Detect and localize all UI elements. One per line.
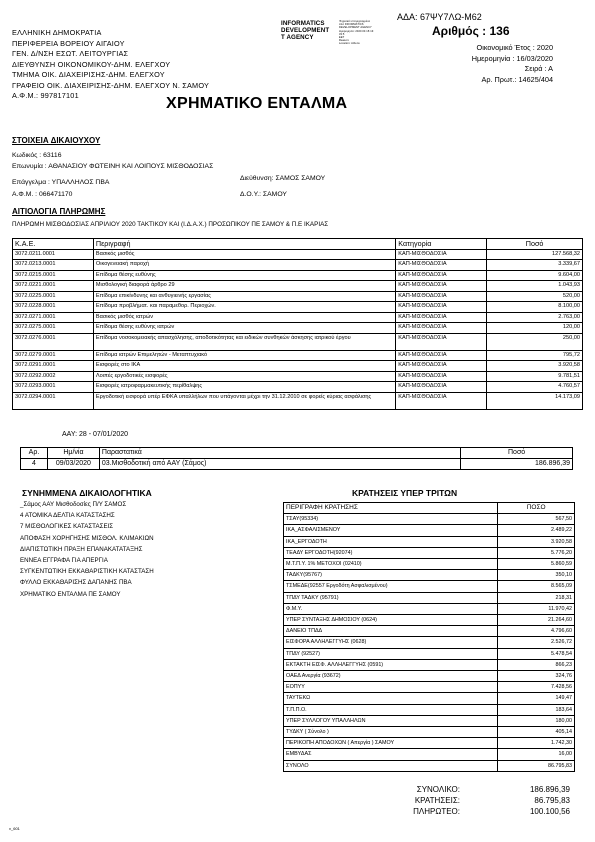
- total-row: [380, 806, 570, 817]
- withholding-description: ΕΚΤΑΚΤΗ ΕΙΣΦ. ΑΛΛΗΛΕΓΓΥΗΣ (0591): [284, 659, 498, 670]
- withholding-amount: 866,23: [498, 659, 575, 670]
- attached-item: 4 ΑΤΟΜΙΚΑ ΔΕΛΤΙΑ ΚΑΤΑΣΤΑΣΗΣ: [20, 512, 115, 520]
- expense-description: Επίδομα νοσοκομειακής απασχόλησης, αποδοτικότητας και ειδικών συνθηκών άσκησης ιατρικού έργου: [93, 333, 395, 350]
- withholding-amount: 3.920,58: [498, 536, 575, 547]
- total-value: 86.795,83: [534, 796, 570, 805]
- expense-category: ΚΑΠ-ΜΙΣΘΟΔΟΣΙΑ: [396, 361, 487, 372]
- withholding-amount: 405,14: [498, 727, 575, 738]
- expense-amount: 4.760,57: [487, 382, 583, 393]
- org-line: ΠΕΡΙΦΕΡΕΙΑ ΒΟΡΕΙΟΥ ΑΙΓΑΙΟΥ: [12, 38, 125, 48]
- withholding-description: ΣΥΝΟΛΟ: [284, 760, 498, 771]
- signature-detail-line: 33:5: [339, 32, 345, 36]
- expense-amount: 2.763,00: [487, 312, 583, 323]
- expenses-header-category: Κατηγορία: [396, 239, 487, 250]
- withholding-amount: 7.428,56: [498, 682, 575, 693]
- expense-category: ΚΑΠ-ΜΙΣΘΟΔΟΣΙΑ: [396, 312, 487, 323]
- total-row: [380, 795, 570, 806]
- beneficiary-address: Διεύθυνση: ΣΑΜΟΣ ΣΑΜΟΥ: [240, 175, 326, 182]
- entalma-number: Αριθμός : 136: [432, 24, 510, 38]
- withholdings-title: ΚΡΑΤΗΣΕΙΣ ΥΠΕΡ ΤΡΙΤΩΝ: [352, 488, 458, 498]
- table-row: [13, 249, 583, 260]
- table-row: [284, 615, 575, 626]
- withholding-description: ΤΣΜΕΔΕ(92557 Εργοδότη Ασφαλισμένου): [284, 581, 498, 592]
- withholding-description: ΙΚΑ_ΑΣΦΑΛΙΣΜΕΝΟΥ: [284, 525, 498, 536]
- total-value: 186.896,39: [529, 785, 570, 794]
- attached-item: ΧΡΗΜΑΤΙΚΟ ΕΝΤΑΛΜΑ ΠΕ ΣΑΜΟΥ: [20, 590, 121, 598]
- withholding-amount: 180,00: [498, 715, 575, 726]
- table-row: [284, 626, 575, 637]
- table-row: [284, 559, 575, 570]
- withholding-amount: 5.478,54: [498, 648, 575, 659]
- org-header: [12, 28, 209, 102]
- expense-description: Οικογενειακή παροχή: [93, 260, 395, 271]
- table-row: [284, 536, 575, 547]
- withholding-amount: 1.742,30: [498, 738, 575, 749]
- attached-item: ΕΝΝΕΑ ΕΓΓΡΑΦΑ ΓΙΑ ΑΠΕΡΓΙΑ: [20, 557, 108, 565]
- expense-amount: 795,72: [487, 350, 583, 361]
- expense-category: ΚΑΠ-ΜΙΣΘΟΔΟΣΙΑ: [396, 382, 487, 393]
- withholding-description: ΤΠΔΥ ΤΑΔΚΥ (95791): [284, 592, 498, 603]
- signature-detail-line: EET: [339, 36, 345, 40]
- withholding-amount: 8.565,09: [498, 581, 575, 592]
- documents-header-documents: Παραστατικά: [99, 448, 460, 459]
- expense-category: ΚΑΠ-ΜΙΣΘΟΔΟΣΙΑ: [396, 249, 487, 260]
- withholding-description: ΕΙΣΦΟΡΑ ΑΛΛΗΛΕΓΓΥΗΣ (0628): [284, 637, 498, 648]
- attached-item: ΔΙΑΠΙΣΤΩΤΙΚΗ ΠΡΑΞΗ ΕΠΑΝΑΚΑΤΑΤΑΞΗΣ: [20, 545, 143, 553]
- table-row: [284, 704, 575, 715]
- info-line: Σειρά : Α: [524, 64, 553, 73]
- expenses-table: [12, 238, 583, 410]
- withholding-amount: 16,00: [498, 749, 575, 760]
- expense-amount: 127.568,32: [487, 249, 583, 260]
- expense-category: ΚΑΠ-ΜΙΣΘΟΔΟΣΙΑ: [396, 371, 487, 382]
- table-row: [284, 671, 575, 682]
- table-row: [13, 392, 583, 409]
- table-row: [13, 382, 583, 393]
- logo-line: INFORMATICS: [281, 20, 325, 27]
- beneficiary-code: Κωδικός : 63116: [12, 152, 62, 159]
- signature-detail-line: από INFORMATICS: [339, 23, 364, 27]
- expense-kae: 3072.0215.0001: [13, 270, 94, 281]
- attached-item: 7 ΜΙΣΘΟΛΟΓΙΚΕΣ ΚΑΤΑΣΤΑΣΕΙΣ: [20, 523, 114, 531]
- withholding-amount: 218,31: [498, 592, 575, 603]
- attached-item: ΣΥΓΚΕΝΤΩΤΙΚΗ ΕΚΚΑΘΑΡΙΣΤΙΚΗ ΚΑΤΑΣΤΑΣΗ: [20, 568, 154, 576]
- document-number: 4: [21, 459, 48, 470]
- expense-amount: 250,00: [487, 333, 583, 350]
- expense-description: Βασικός μισθός: [93, 249, 395, 260]
- expense-kae: 3072.0293.0001: [13, 382, 94, 393]
- withholding-amount: 149,47: [498, 693, 575, 704]
- table-row: [284, 760, 575, 771]
- expense-kae: 3072.0225.0001: [13, 291, 94, 302]
- signature-detail-line: DEVELOPMENT AGENCY: [339, 26, 372, 30]
- total-value: 100.100,56: [529, 807, 570, 816]
- ada-code: ΑΔΑ: 67ΨΥ7ΛΩ-Μ62: [397, 12, 482, 22]
- table-row: [284, 603, 575, 614]
- footer-code: v_601: [9, 826, 20, 831]
- withholding-description: ΥΠΕΡ ΣΥΛΛΟΓΟΥ ΥΠΑΛΛΗΛΩΝ: [284, 715, 498, 726]
- withholding-amount: 5.860,59: [498, 559, 575, 570]
- org-line: ΤΜΗΜΑ ΟΙΚ. ΔΙΑΧΕΙΡΙΣΗΣ-ΔΗΜ. ΕΛΕΓΧΟΥ: [12, 70, 165, 79]
- expense-kae: 3072.0294.0001: [13, 392, 94, 409]
- withholding-description: ΤΑΥΤΕΚΩ: [284, 693, 498, 704]
- signature-details: [339, 20, 374, 46]
- org-line: ΔΙΕΥΘΥΝΣΗ ΟΙΚΟΝΟΜΙΚΟΥ-ΔΗΜ. ΕΛΕΓΧΟΥ: [12, 59, 171, 69]
- beneficiary-afm: Α.Φ.Μ. : 066471170: [12, 191, 73, 198]
- expense-description: Επίδομα θέσης ευθύνης ιατρών: [93, 323, 395, 334]
- signature-logo: [281, 20, 329, 41]
- expense-amount: 120,00: [487, 323, 583, 334]
- table-row: [284, 637, 575, 648]
- attached-item: ΦΥΛΛΟ ΕΚΚΑΘΑΡΙΣΗΣ ΔΑΠΑΝΗΣ ΠΒΑ: [20, 579, 132, 587]
- expense-category: ΚΑΠ-ΜΙΣΘΟΔΟΣΙΑ: [396, 392, 487, 409]
- expense-kae: 3072.0211.0001: [13, 249, 94, 260]
- expense-kae: 3072.0292.0002: [13, 371, 94, 382]
- table-row: [284, 659, 575, 670]
- expense-kae: 3072.0291.0001: [13, 361, 94, 372]
- withholding-description: ΕΟΠΥΥ: [284, 682, 498, 693]
- table-row: [13, 302, 583, 313]
- expense-description: Λοιπές εργοδοτικές εισφορές: [93, 371, 395, 382]
- withholding-description: ΤΑΔΚΥ(95767): [284, 570, 498, 581]
- expense-kae: 3072.0228.0001: [13, 302, 94, 313]
- table-row: [13, 333, 583, 350]
- document-description: 03.Μισθοδοτική από ΑΑΥ (Σάμος): [99, 459, 460, 470]
- logo-line: DEVELOPMENT: [281, 27, 330, 34]
- org-line: ΓΡΑΦΕΙΟ ΟΙΚ. ΔΙΑΧΕΙΡΙΣΗΣ-ΔΗΜ. ΕΛΕΓΧΟΥ Ν. ΣΑΜΟΥ: [12, 80, 210, 90]
- withholding-description: ΠΕΡΙΚΟΠΗ ΑΠΟΔΟΧΩΝ ( Απεργία ) ΣΑΜΟΥ: [284, 738, 498, 749]
- document-info: [472, 43, 553, 85]
- withholding-description: ΤΥΔΚΥ ( Σύνολο ): [284, 727, 498, 738]
- beneficiary-name: Επωνυμία : ΑΘΑΝΑΣΙΟΥ ΦΩΤΕΙΝΗ ΚΑΙ ΛΟΙΠΟΥΣ ΜΙΣΘΟΔΟΣΙΑΣ: [12, 163, 214, 170]
- expenses-header-description: Περιγραφή: [93, 239, 395, 250]
- withholding-amount: 11.970,42: [498, 603, 575, 614]
- table-row: [284, 570, 575, 581]
- withholding-amount: 21.264,60: [498, 615, 575, 626]
- table-row: [284, 715, 575, 726]
- signature-detail-line: Reason:: [339, 39, 350, 43]
- expense-category: ΚΑΠ-ΜΙΣΘΟΔΟΣΙΑ: [396, 291, 487, 302]
- table-row: [21, 459, 573, 470]
- table-row: [284, 581, 575, 592]
- withholding-description: ΤΣΑΥ(95334): [284, 514, 498, 525]
- withholding-description: Μ.Τ.Π.Υ. 1% ΜΕΤΟΧΟΙ (02410): [284, 559, 498, 570]
- withholding-amount: 567,50: [498, 514, 575, 525]
- expense-amount: 520,00: [487, 291, 583, 302]
- withholding-amount: 2.489,22: [498, 525, 575, 536]
- table-row: [13, 260, 583, 271]
- document-amount: 186.896,39: [461, 459, 573, 470]
- table-row: [13, 323, 583, 334]
- expense-description: Εισφορές στο ΙΚΑ: [93, 361, 395, 372]
- withholding-description: Φ.Μ.Υ.: [284, 603, 498, 614]
- withholding-description: ΤΠΔΥ (92527): [284, 648, 498, 659]
- expense-kae: 3072.0213.0001: [13, 260, 94, 271]
- table-row: [284, 727, 575, 738]
- withholding-amount: 350,10: [498, 570, 575, 581]
- aay-label: ΑΑΥ: 28 - 07/01/2020: [62, 431, 129, 438]
- table-row: [284, 592, 575, 603]
- expense-description: Εισφορές ιατροφαρμακευτικής περίθαλψης: [93, 382, 395, 393]
- page-title: ΧΡΗΜΑΤΙΚΟ ΕΝΤΑΛΜΑ: [166, 95, 348, 112]
- documents-header-amount: Ποσό: [461, 448, 573, 459]
- table-row: [13, 291, 583, 302]
- expense-category: ΚΑΠ-ΜΙΣΘΟΔΟΣΙΑ: [396, 333, 487, 350]
- withholding-amount: 183,64: [498, 704, 575, 715]
- table-row: [13, 312, 583, 323]
- withholding-description: Τ.Π.Π.Ο.: [284, 704, 498, 715]
- expense-kae: 3072.0221.0001: [13, 281, 94, 292]
- justification-section-title: ΑΙΤΙΟΛΟΓΙΑ ΠΛΗΡΩΜΗΣ: [12, 207, 106, 216]
- expense-description: Επίδομα ιατρών Επιμελητών - Μεταπτυχιακό: [93, 350, 395, 361]
- totals-block: [380, 784, 570, 817]
- total-label: ΠΛΗΡΩΤΕΟ:: [413, 807, 460, 816]
- total-label: ΣΥΝΟΛΙΚΟ:: [416, 785, 460, 794]
- table-row: [284, 749, 575, 760]
- table-row: [284, 682, 575, 693]
- expense-description: Επίδομα προβλήματ. και παραμεθορ. Περιοχών.: [93, 302, 395, 313]
- withholding-amount: 2.526,72: [498, 637, 575, 648]
- table-row: [284, 693, 575, 704]
- attached-list: [20, 499, 154, 600]
- table-row: [284, 514, 575, 525]
- attached-title: ΣΥΝΗΜΜΕΝΑ ΔΙΚΑΙΟΛΟΓΗΤΙΚΑ: [22, 488, 152, 498]
- info-line: Ημερομηνία : 16/03/2020: [471, 53, 553, 63]
- expense-kae: 3072.0276.0001: [13, 333, 94, 350]
- expense-description: Βασικός μισθός ιατρών: [93, 312, 395, 323]
- table-row: [13, 281, 583, 292]
- table-row: [13, 361, 583, 372]
- withholdings-table: [283, 502, 575, 772]
- justification-text: ΠΛΗΡΩΜΗ ΜΙΣΘΟΔΟΣΙΑΣ ΑΠΡΙΛΙΟΥ 2020 ΤΑΚΤΙΚΟΥ ΚΑΙ (Ι.Δ.Α.Χ.) ΠΡΟΣΩΠΙΚΟΥ ΠΕ ΣΑΜΟΥ & Π.Ε ΙΚΑΡΙΑΣ: [12, 221, 329, 228]
- beneficiary-doy: Δ.Ο.Υ.: ΣΑΜΟΥ: [240, 191, 287, 198]
- withholdings-header-amount: ΠΟΣΟ: [498, 503, 575, 514]
- table-row: [13, 371, 583, 382]
- withholding-description: ΔΑΝΕΙΟ ΤΠΔΔ: [284, 626, 498, 637]
- expense-description: Επίδομα επικίνδυνης και ανθυγιεινής εργασίας: [93, 291, 395, 302]
- org-line: Α.Φ.Μ.: 997817101: [12, 91, 79, 100]
- expense-amount: 3.339,67: [487, 260, 583, 271]
- withholding-amount: 86.795,83: [498, 760, 575, 771]
- withholding-amount: 4.796,60: [498, 626, 575, 637]
- withholdings-header-description: ΠΕΡΙΓΡΑΦΗ ΚΡΑΤΗΣΗΣ: [284, 503, 498, 514]
- expense-amount: 3.920,58: [487, 361, 583, 372]
- expense-category: ΚΑΠ-ΜΙΣΘΟΔΟΣΙΑ: [396, 302, 487, 313]
- withholding-description: ΙΚΑ_ΕΡΓΟΔΟΤΗ: [284, 536, 498, 547]
- expense-amount: 8.100,00: [487, 302, 583, 313]
- expense-description: Εργοδοτική εισφορά υπέρ ΕΦΚΑ υπαλλήλων που υπάγονται μέχρι την 31.12.2010 σε φορείς κύριας ασφάλισης: [93, 392, 395, 409]
- withholding-description: ΤΕΑΔΥ ΕΡΓΟΔΟΤΗ(92074): [284, 547, 498, 558]
- document-date: 09/03/2020: [47, 459, 99, 470]
- table-row: [284, 738, 575, 749]
- table-row: [284, 547, 575, 558]
- expense-kae: 3072.0279.0001: [13, 350, 94, 361]
- withholding-description: ΥΠΕΡ ΣΥΝΤΑΞΗΣ ΔΗΜΟΣΙΟΥ (0624): [284, 615, 498, 626]
- expense-amount: 9.781,51: [487, 371, 583, 382]
- expense-kae: 3072.0275.0001: [13, 323, 94, 334]
- attached-item: _Σάμος ΑΑΥ Μισθοδοσίες Π/Υ ΣΑΜΟΣ: [20, 501, 127, 508]
- org-line: ΓΕΝ. Δ/ΝΣΗ ΕΣΩΤ. ΛΕΙΤΟΥΡΓΙΑΣ: [12, 49, 129, 58]
- signature-detail-line: Location: Athens: [339, 42, 360, 46]
- table-row: [284, 648, 575, 659]
- withholding-description: ΟΑΕΔ Ανεργία (93672): [284, 671, 498, 682]
- total-row: [380, 784, 570, 795]
- expense-category: ΚΑΠ-ΜΙΣΘΟΔΟΣΙΑ: [396, 260, 487, 271]
- expense-description: Επίδομα θέσης ευθύνης: [93, 270, 395, 281]
- documents-header-date: Ημ/νία: [47, 448, 99, 459]
- table-row: [13, 270, 583, 281]
- expense-kae: 3072.0271.0001: [13, 312, 94, 323]
- logo-line: T AGENCY: [281, 34, 314, 41]
- expense-amount: 1.043,93: [487, 281, 583, 292]
- signature-detail-line: Ημερομηνία: 2020.03.18 13:: [339, 29, 375, 33]
- expense-amount: 9.604,00: [487, 270, 583, 281]
- withholding-description: ΕΜΒΥΔΑΣ: [284, 749, 498, 760]
- beneficiary-section-title: ΣΤΟΙΧΕΙΑ ΔΙΚΑΙΟΥΧΟΥ: [12, 136, 101, 145]
- expense-category: ΚΑΠ-ΜΙΣΘΟΔΟΣΙΑ: [396, 323, 487, 334]
- expense-description: Μισθολογική διαφορά άρθρο 29: [93, 281, 395, 292]
- expense-category: ΚΑΠ-ΜΙΣΘΟΔΟΣΙΑ: [396, 281, 487, 292]
- beneficiary-profession: Επάγγελμα : ΥΠΑΛΛΗΛΟΣ ΠΒΑ: [12, 179, 110, 186]
- documents-header-number: Αρ.: [21, 448, 48, 459]
- signature-detail-line: Ψηφιακά υπογεγραμμένο: [339, 20, 371, 23]
- table-row: [284, 525, 575, 536]
- withholding-amount: 5.776,20: [498, 547, 575, 558]
- org-line: ΕΛΛΗΝΙΚΗ ΔΗΜΟΚΡΑΤΙΑ: [12, 28, 102, 37]
- expense-amount: 14.173,09: [487, 392, 583, 409]
- total-label: ΚΡΑΤΗΣΕΙΣ:: [414, 796, 460, 805]
- expense-category: ΚΑΠ-ΜΙΣΘΟΔΟΣΙΑ: [396, 350, 487, 361]
- withholding-amount: 324,76: [498, 671, 575, 682]
- expenses-header-kae: Κ.Α.Ε.: [13, 239, 94, 250]
- expense-category: ΚΑΠ-ΜΙΣΘΟΔΟΣΙΑ: [396, 270, 487, 281]
- expenses-header-amount: Ποσό: [487, 239, 583, 250]
- documents-table: [20, 447, 573, 470]
- table-row: [13, 350, 583, 361]
- attached-item: ΑΠΟΦΑΣΗ ΧΟΡΗΓΗΣΗΣ ΜΙΣΘΟΛ. ΚΛΙΜΑΚΙΩΝ: [20, 534, 154, 542]
- info-line: Οικονομικό Έτος : 2020: [476, 43, 553, 52]
- info-line: Αρ. Πρωτ.: 14625/404: [481, 74, 553, 84]
